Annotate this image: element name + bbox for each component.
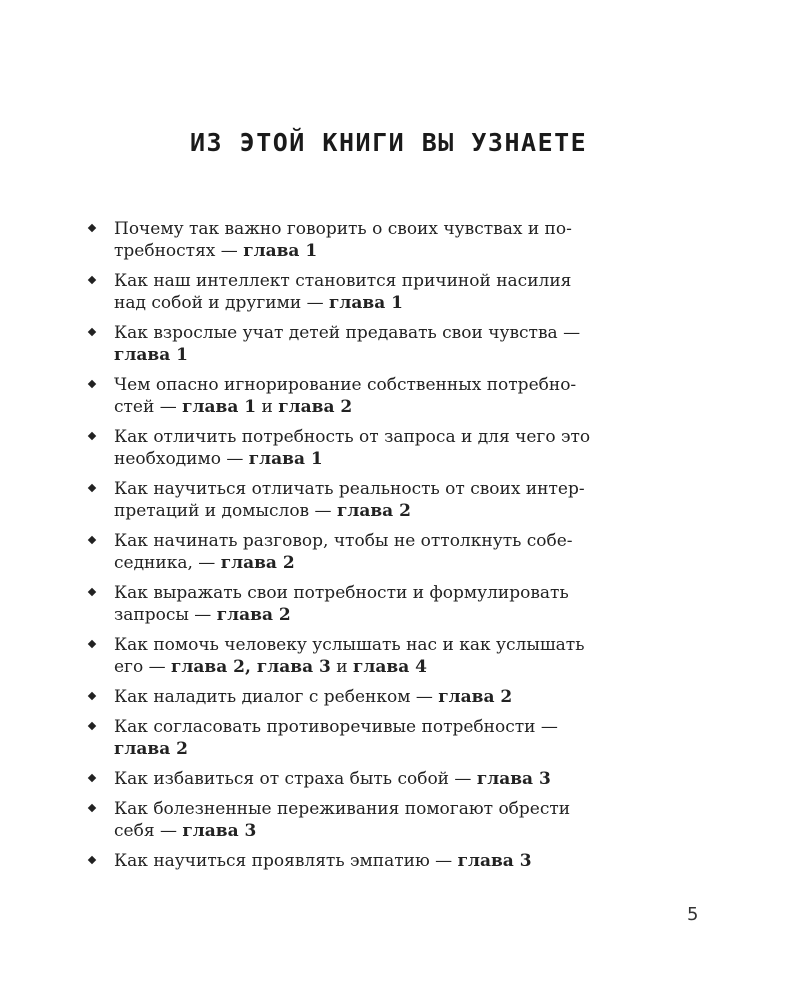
item-text-line — [114, 716, 648, 738]
item-text: Как избавиться от страха быть собой — — [114, 769, 477, 789]
item-text: претаций и домыслов — — [114, 501, 337, 521]
item-text-line — [114, 322, 648, 344]
diamond-bullet-icon — [88, 804, 96, 812]
diamond-bullet-icon — [88, 640, 96, 648]
item-text: стей — — [114, 397, 183, 417]
item-text-line — [114, 768, 648, 790]
list-item — [88, 322, 648, 366]
item-text-line — [114, 478, 648, 500]
item-text-line — [114, 374, 648, 396]
item-text: Как согласовать противоречивые потребности — — [114, 717, 558, 737]
chapter-reference: глава 4 — [352, 657, 427, 677]
chapter-reference: глава 2 — [438, 687, 513, 707]
list-item — [88, 270, 648, 314]
item-text-line — [114, 798, 648, 820]
item-text: Как помочь человеку услышать нас и как услышать — [114, 635, 585, 655]
diamond-bullet-icon — [88, 224, 96, 232]
item-text: его — — [114, 657, 172, 677]
diamond-bullet-icon — [88, 856, 96, 864]
list-item — [88, 582, 648, 626]
list-item — [88, 634, 648, 678]
item-text-line — [114, 582, 648, 604]
item-text-line — [114, 686, 648, 708]
list-item — [88, 478, 648, 522]
item-text: Как начинать разговор, чтобы не оттолкнуть собе- — [114, 531, 573, 551]
chapter-reference: глава 1 — [328, 293, 403, 313]
item-text-line — [114, 850, 648, 872]
chapter-reference: глава 3 — [457, 851, 532, 871]
diamond-bullet-icon — [88, 774, 96, 782]
item-text: и — [256, 397, 279, 417]
item-text: запросы — — [114, 605, 217, 625]
diamond-bullet-icon — [88, 484, 96, 492]
item-text: требностях — — [114, 241, 244, 261]
item-text: Почему так важно говорить о своих чувствах и по- — [114, 219, 572, 239]
item-text-line — [114, 820, 648, 842]
chapter-reference: глава 3 — [182, 821, 257, 841]
list-item — [88, 850, 648, 872]
diamond-bullet-icon — [88, 380, 96, 388]
item-text: необходимо — — [114, 449, 249, 469]
item-text: Как наш интеллект становится причиной насилия — [114, 271, 572, 291]
list-item — [88, 218, 648, 262]
item-text-line — [114, 604, 648, 626]
item-text-line — [114, 426, 648, 448]
item-text-line — [114, 344, 648, 366]
item-text: Как научиться отличать реальность от своих интер- — [114, 479, 585, 499]
diamond-bullet-icon — [88, 588, 96, 596]
chapter-reference: глава 1 — [243, 241, 318, 261]
item-text-line — [114, 292, 648, 314]
item-text-line — [114, 240, 648, 262]
item-text: Как отличить потребность от запроса и для чего это — [114, 427, 591, 447]
chapter-reference: глава 2 — [114, 739, 188, 759]
item-text-line — [114, 270, 648, 292]
diamond-bullet-icon — [88, 692, 96, 700]
list-item — [88, 530, 648, 574]
list-item — [88, 798, 648, 842]
item-text: Как болезненные переживания помогают обрести — [114, 799, 571, 819]
item-text-line — [114, 218, 648, 240]
item-text-line — [114, 738, 648, 760]
page-number: 5 — [687, 904, 699, 925]
diamond-bullet-icon — [88, 328, 96, 336]
list-item — [88, 374, 648, 418]
diamond-bullet-icon — [88, 536, 96, 544]
item-text-line — [114, 656, 648, 678]
item-text-line — [114, 500, 648, 522]
item-text-line — [114, 552, 648, 574]
list-item — [88, 768, 648, 790]
item-text-line — [114, 396, 648, 418]
diamond-bullet-icon — [88, 722, 96, 730]
page-heading: ИЗ ЭТОЙ КНИГИ ВЫ УЗНАЕТЕ — [190, 128, 588, 157]
item-text-line — [114, 530, 648, 552]
topic-list — [88, 218, 648, 880]
chapter-reference: глава 2 — [220, 553, 295, 573]
chapter-reference: глава 2 — [336, 501, 411, 521]
chapter-reference: глава 1 — [248, 449, 323, 469]
item-text: Чем опасно игнорирование собственных потребно- — [114, 375, 577, 395]
item-text: седника, — — [114, 553, 221, 573]
diamond-bullet-icon — [88, 432, 96, 440]
item-text: Как наладить диалог с ребенком — — [114, 687, 439, 707]
list-item — [88, 716, 648, 760]
list-item — [88, 426, 648, 470]
chapter-reference: глава 2 — [216, 605, 291, 625]
item-text: и — [330, 657, 353, 677]
item-text: над собой и другими — — [114, 293, 329, 313]
chapter-reference: глава 3 — [476, 769, 551, 789]
chapter-reference: глава 2, глава 3 — [171, 657, 331, 677]
diamond-bullet-icon — [88, 276, 96, 284]
item-text: Как взрослые учат детей предавать свои чувства — — [114, 323, 581, 343]
item-text: себя — — [114, 821, 183, 841]
item-text: Как научиться проявлять эмпатию — — [114, 851, 458, 871]
item-text-line — [114, 448, 648, 470]
chapter-reference: глава 1 — [182, 397, 257, 417]
item-text-line — [114, 634, 648, 656]
item-text: Как выражать свои потребности и формулировать — [114, 583, 569, 603]
chapter-reference: глава 1 — [114, 345, 188, 365]
list-item — [88, 686, 648, 708]
chapter-reference: глава 2 — [278, 397, 353, 417]
